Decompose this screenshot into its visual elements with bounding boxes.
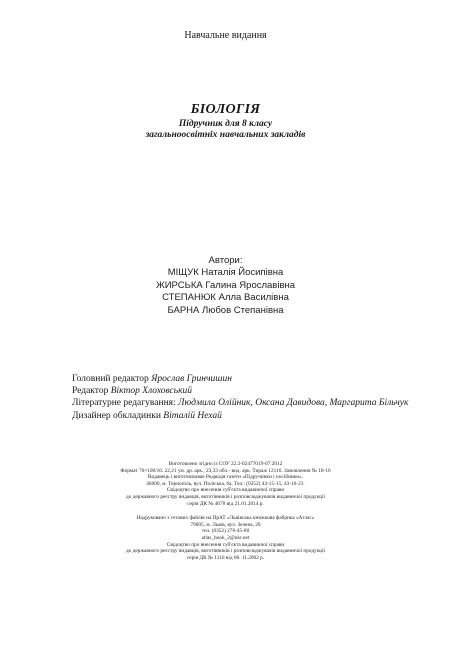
author-name: МІЩУК Наталія Йосипівна [167,267,284,279]
imprint-block [0,461,451,561]
imprint-line: Формат 70×100/16. 22,21 ум. др. арк., 23,33 обл.- вид. арк. Тираж 12116. Замовлення № 18-16 [120,467,331,474]
printer-line: до державного реєстру видавців, виготівників і розповсюджувачів видавничої продукції [125,548,326,555]
printer-line: Надруковано з готових файлів на ПрАТ «Львівська книжкова фабрика «Атлас» [136,515,315,522]
credit-person: Людмила Олійник, Оксана Давидова, Маргарита Більчук [178,398,409,409]
printer-line: atlas_book_2@ukr.net [201,534,250,541]
subtitle-line: Підручник для 8 класу [178,119,273,129]
printer-line: тел. (0352) 276-45-80 [201,528,250,535]
printer-line: серія ДК № 1110 від 08. 11.2002 р. [186,554,265,561]
printer-line: Свідоцтво про внесення суб'єкта видавничої справи [166,541,285,548]
book-title: БІОЛОГІЯ [190,102,261,117]
imprint-line: Видавець і виготовлювач Редакція газети «Підручники і посібники». [147,474,304,481]
credit-role: Редактор [72,386,111,397]
credits-block [72,373,408,422]
edition-type: Навчальне видання [184,30,267,41]
imprint-line: Виготовлено згідно із СОУ 22.2-02477019-07:2012 [168,461,283,467]
imprint-line: до державного реєстру видавців, виготівників і розповсюджувачів видавничої продукції [125,493,326,500]
credit-role: Дизайнер обкладинки [72,410,164,421]
authors-heading: Автори: [208,255,243,266]
printer-line: 79005, м. Львів, вул. Зелена, 20 [190,521,261,528]
credit-person: Віктор Хлоховський [110,386,193,397]
imprint-line: серія ДК № 4678 від 21.01.2014 р. [187,500,264,507]
book-subtitle [0,119,451,141]
credit-person: Ярослав Гринчишин [151,374,232,384]
credit-role: Літературне редагування: [72,398,179,409]
credit-editor [72,385,408,397]
imprint-line: 46000, м. Тернопіль, вул. Поліська, 6а. Тел.: (0352) 43-15-15; 43-10-21. [146,480,305,487]
credit-person: Віталій Нехай [163,410,222,421]
author-name: СТЕПАНЮК Алла Василівна [162,292,289,304]
author-name: ЖИРСЬКА Галина Ярославівна [155,279,296,291]
author-name: БАРНА Любов Степанівна [167,304,284,316]
credit-role: Головний редактор [72,374,152,384]
imprint-line: Свідоцтво про внесення суб'єкта видавничої справи [166,487,285,494]
subtitle-line: загальноосвітніх навчальних закладів [145,130,306,140]
authors-block [0,255,451,317]
credit-chief-editor [72,373,408,385]
credit-cover-designer [72,410,408,422]
credit-literary-editing [72,397,408,409]
imprint-spacer [0,507,451,515]
